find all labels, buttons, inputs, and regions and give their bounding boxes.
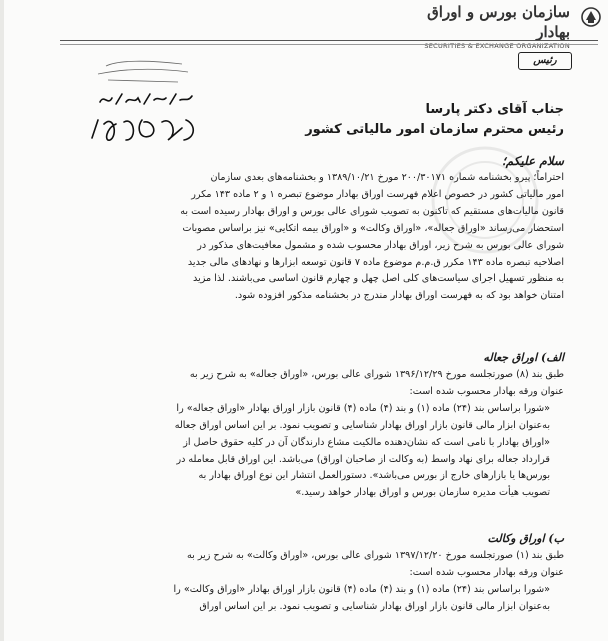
letterhead-name-fa: سازمان بورس و اوراق بهادار	[427, 3, 570, 41]
section-b-line: عنوان ورقه بهادار محسوب شده است:	[409, 566, 564, 578]
section-b-quote	[24, 582, 564, 616]
quote-line: بورس‌ها یا بازارهای خارج از بورس می‌باشد». دستورالعمل انتشار این نوع اوراق بهادار به	[198, 470, 550, 482]
quote-line: تصویب هیأت مدیره سازمان بورس و اوراق بهادار خواهد رسید.»	[295, 487, 550, 499]
section-jaaleh	[24, 347, 564, 502]
intro-line: امور مالیاتی کشور در خصوص اعلام فهرست اوراق بهادار موضوع تبصره ۱ و ۲ ماده ۱۴۳ مکرر	[191, 188, 564, 200]
recipient-name: جناب آقای دکتر پارسا	[425, 102, 564, 117]
section-vekalat	[24, 528, 564, 616]
section-a-quote	[24, 401, 564, 502]
section-a-title: الف) اوراق جعاله	[483, 351, 564, 364]
addressee-label: رئیس	[518, 52, 572, 70]
section-a-line: عنوان ورقه بهادار محسوب شده است:	[409, 385, 564, 397]
scan-edge	[0, 0, 4, 641]
letterhead-rule-thin	[60, 44, 598, 45]
intro-line: استحضار می‌رساند «اوراق جعاله»، «اوراق وکالت» و «اوراق بیمه اتکایی» نیز براساس مصوبات	[182, 222, 564, 234]
salutation: سلام علیکم؛	[501, 154, 564, 168]
organization-logo-icon	[580, 6, 602, 28]
letterhead-rule	[60, 40, 598, 41]
quote-line: به‌عنوان ابزار مالی قانون بازار اوراق بهادار شناسایی و تصویب نمود. بر این اساس اوراق	[199, 600, 550, 612]
intro-paragraph	[24, 170, 564, 305]
intro-line: امتنان خواهد بود که به فهرست اوراق بهادار مندرج در بخشنامه مذکور افزوده شود.	[234, 290, 564, 302]
quote-line: «اوراق بهادار با نامی است که نشان‌دهنده مالکیت مشاع دارندگان آن در کلیه حقوق حاصل از	[183, 436, 550, 448]
letterhead	[390, 2, 570, 50]
letterhead-name-en: SECURITIES & EXCHANGE ORGANIZATION	[424, 42, 570, 50]
section-a-line: طبق بند (۸) صورتجلسه مورخ ۱۳۹۶/۱۲/۲۹ شورای عالی بورس، «اوراق جعاله» به شرح زیر به	[189, 369, 564, 380]
intro-line: قانون مالیات‌های مستقیم که تاکنون به تصویب شورای عالی بورس و اوراق بهادار رسیده است به	[180, 205, 564, 217]
intro-line: به منظور تسهیل اجرای سیاست‌های کلی اصل چهل و چهارم قانون اساسی می‌باشند. لذا مزید	[193, 273, 564, 285]
intro-line: احتراماً؛ پیرو بخشنامه شماره ۲۰۰/۳۰۱۷۱ مورخ ۱۳۸۹/۱۰/۲۱ و بخشنامه‌های بعدی سازمان	[210, 172, 564, 183]
intro-line: شورای عالی بورس به شرح زیر، اوراق بهادار محسوب شده و مشمول معافیت‌های مذکور در	[197, 239, 564, 251]
section-b-line: طبق بند (۱) صورتجلسه مورخ ۱۳۹۷/۱۲/۲۰ شورای عالی بورس، «اوراق وکالت» به شرح زیر به	[186, 550, 564, 561]
quote-line: به‌عنوان ابزار مالی قانون بازار اوراق بهادار شناسایی و تصویب نمود. بر این اساس اوراق جعاله	[174, 419, 550, 431]
section-b-title: ب) اوراق وکالت	[487, 532, 564, 545]
recipient-title: رئیس محترم سازمان امور مالیاتی کشور	[305, 122, 564, 137]
quote-line: «شورا براساس بند (۲۴) ماده (۱) و بند (۴) ماده (۴) قانون بازار اوراق بهادار «اوراق جعاله» را	[176, 402, 550, 414]
letter-body	[24, 100, 564, 305]
intro-line: اصلاحیه تبصره ماده ۱۴۳ مکرر ق.م.م موضوع ماده ۷ قانون توسعه ابزارها و نهادهای مالی جدید	[187, 256, 564, 268]
quote-line: «شورا براساس بند (۲۴) ماده (۱) و بند (۴) ماده (۴) قانون بازار اوراق بهادار «اوراق وکالت» را	[173, 583, 550, 595]
quote-line: قرارداد جعاله برای نهاد واسط (به وکالت از صاحبان اوراق) می‌باشد. این اوراق قابل معامله در	[176, 453, 550, 465]
